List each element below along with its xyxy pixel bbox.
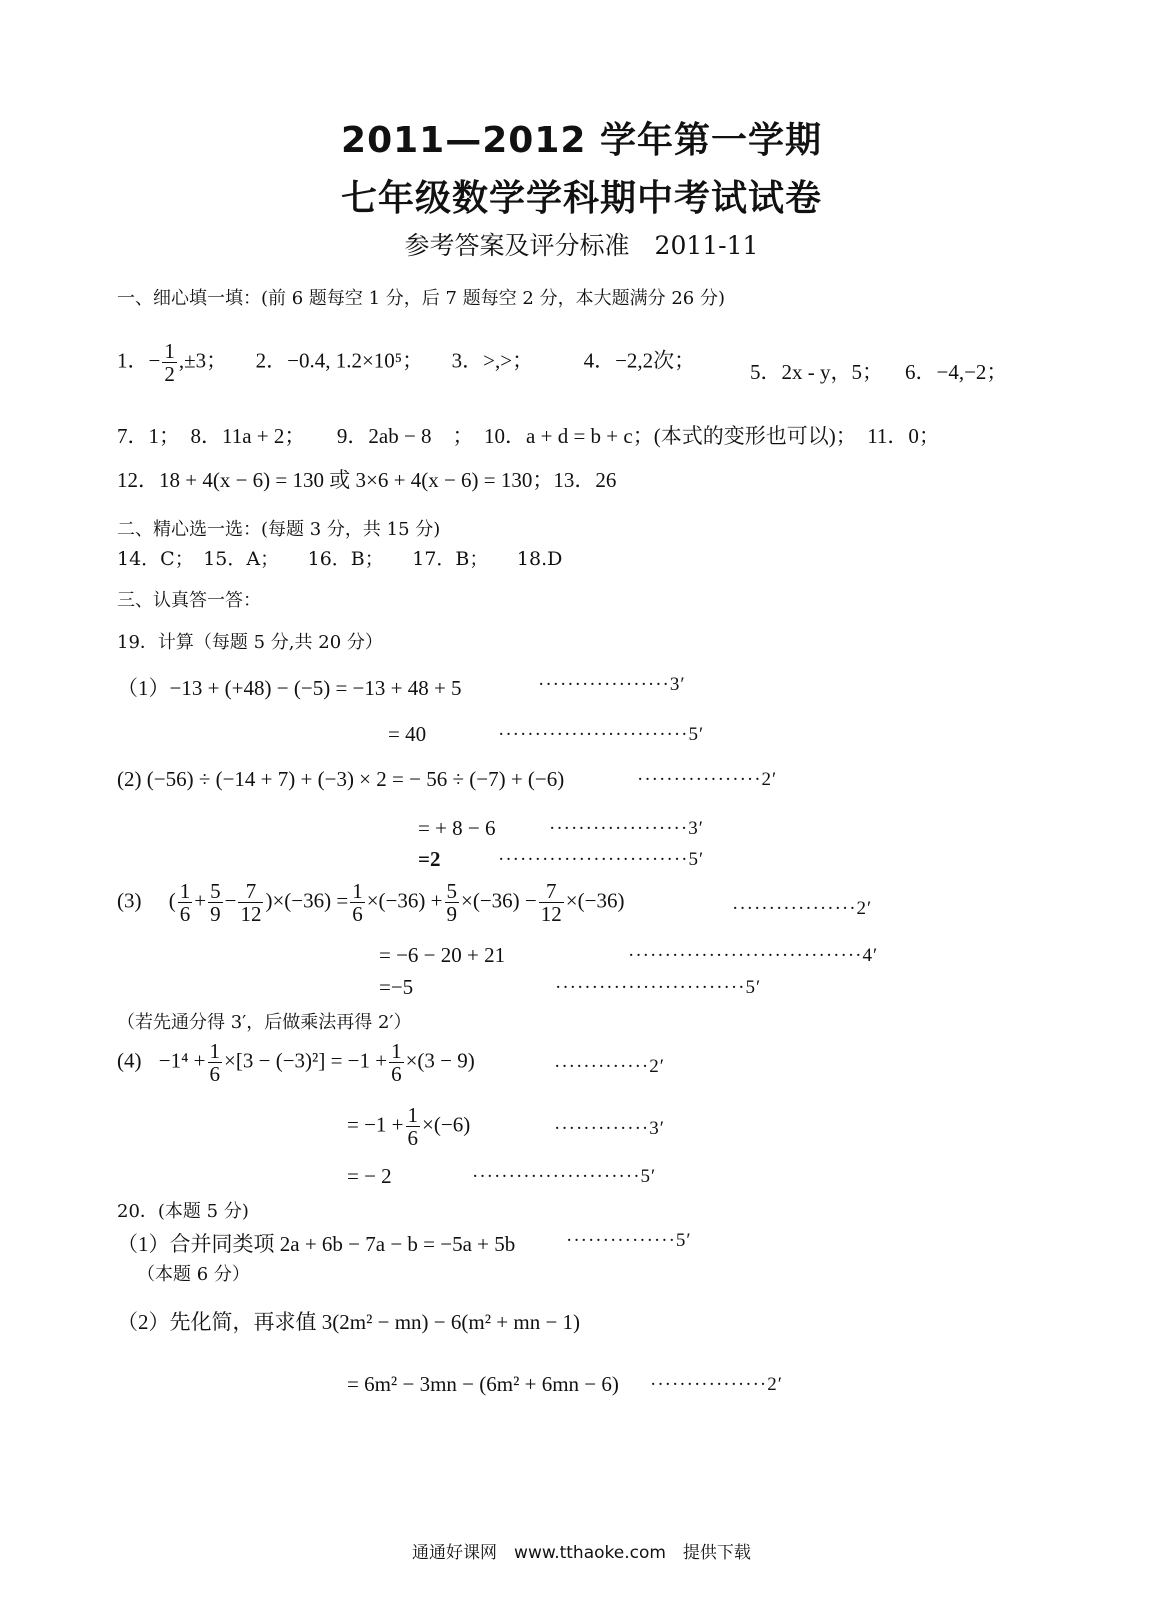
q19-4-tail: ×(3 − 9) [405,1048,475,1073]
q1-prefix: 1．− [117,348,161,373]
frac-num: 7 [238,880,263,903]
q19-heading: 19．计算（每题 5 分,共 20 分） [117,632,383,653]
q19-4-line2 [347,1104,470,1149]
q19-4-label: (4) [117,1048,142,1073]
q20-2-dots: ················2′ [650,1374,783,1395]
title-line-1: 2011—2012 学年第一学期 [341,120,822,161]
q19-4-dots2: ·············3′ [554,1118,665,1139]
q6-answer: 6．−4,−2； [905,360,1008,384]
frac-1-6 [178,880,193,925]
q20-2-line1: （2）先化简，再求值 3(2m² − mn) − 6(m² + mn − 1) [117,1310,581,1334]
frac-5-9b [445,880,460,925]
frac-num: 1 [407,1103,419,1127]
frac-den: 6 [407,1126,419,1151]
q19-3-dots2: ································4′ [628,945,879,966]
q19-4-dots3: ·······················5′ [472,1166,657,1187]
q4-answer: 4．−2,2次； [583,348,696,373]
q19-4-l2-tail: ×(−6) [422,1112,471,1137]
frac-7-12 [238,880,263,925]
frac-1-6b [350,880,365,925]
q1-num: 1 [164,339,175,363]
frac-num: 1 [209,1039,221,1063]
frac-num: 1 [391,1039,402,1063]
q19-4-l2-pre: = −1 + [347,1112,404,1137]
q19-3-tm2: ×(−36) − [461,888,537,913]
subtitle: 参考答案及评分标准 2011-11 [404,231,759,260]
q19-4-line3: = − 2 [347,1164,392,1188]
frac-den: 9 [446,902,457,927]
q19-3-line2: = −6 − 20 + 21 [379,943,506,967]
q19-1-line1: （1）−13 + (+48) − (−5) = −13 + 48 + 5 [117,676,462,700]
frac-1-6c [208,1040,223,1085]
q1-suffix: ,±3； [178,348,228,373]
frac-den: 6 [391,1062,402,1087]
frac-7-12b [539,880,564,925]
q20-1-dots: ···············5′ [566,1230,692,1251]
q20-heading: 20．(本题 5 分) [117,1201,249,1222]
frac-den: 6 [209,1062,221,1087]
section2-answers: 14．C； 15．A； 16．B； 17．B； 18.D [117,548,563,570]
q2-answer: 2．−0.4, 1.2×10⁵； [255,348,424,373]
q19-4-dots1: ·············2′ [554,1056,665,1077]
q3-answer: 3．>,>； [451,348,534,373]
q19-2-dots1: ·················2′ [637,769,778,790]
q19-1-dots1: ··················3′ [538,674,686,695]
q1-den: 2 [164,362,175,387]
q1-fraction [162,340,177,385]
frac-num: 1 [179,879,191,903]
section2-heading: 二、精心选一选：(每题 3 分，共 15 分) [117,519,441,540]
q19-2-line3: =2 [418,847,441,871]
frac-den: 12 [540,902,562,927]
q19-2-dots3: ··························5′ [498,849,705,870]
q19-4-mid: ×[3 − (−3)²] = −1 + [224,1048,388,1073]
section3-heading: 三、认真答一答： [117,590,261,611]
q19-3-note: （若先通分得 3′，后做乘法再得 2′） [117,1012,412,1033]
footer: 通通好课网 www.tthaoke.com 提供下载 [412,1543,751,1563]
q19-1-dots2: ··························5′ [498,724,705,745]
q19-3-tm3: ×(−36) [565,888,625,913]
q20-score-2: （本题 6 分） [137,1264,250,1285]
answers-row-3: 12．18 + 4(x − 6) = 130 或 3×6 + 4(x − 6) = 130；13．26 [117,468,617,492]
title-line-2: 七年级数学学科期中考试试卷 [340,178,822,219]
q19-4-expression [117,1040,475,1085]
q20-1-line: （1）合并同类项 2a + 6b − 7a − b = −5a + 5b [117,1232,516,1256]
frac-den: 6 [179,902,191,927]
q19-3-line3: =−5 [379,975,414,999]
frac-5-9 [208,880,223,925]
q19-3-label: (3) [117,888,142,913]
frac-1-6d [389,1040,404,1085]
q5-answer: 5．2x - y，5； [750,360,883,384]
frac-num: 1 [352,879,363,903]
frac-1-6e [406,1104,421,1149]
q19-3-expression: (3) ( $\frac{1}{6}$ + $\frac{5}{9}$ − $\frac{7}{12}$ )×(−36) = $\frac{1}{6}$ ×(−36) + $\frac{5}{9}$ ×(−36) − $\frac{7}{12}$ ×(−36) [117,879,625,927]
answers-row-1 [117,340,695,385]
frac-num: 7 [539,880,564,903]
q19-3-tm1: ×(−36) + [366,888,443,913]
answers-row-2: 7．1； 8．11a + 2； 9．2ab − 8 ； 10．a + d = b + c；(本式的变形也可以)； 11．0； [117,424,940,448]
q19-3-tail: ×(−36) = [272,888,349,913]
q19-3-dots3: ··························5′ [555,977,762,998]
section1-heading: 一、细心填一填：(前 6 题每空 1 分，后 7 题每空 2 分，本大题满分 26 分) [117,288,725,309]
q19-2-line2: = + 8 − 6 [418,816,496,840]
frac-num: 5 [446,879,457,903]
frac-den: 6 [352,902,363,927]
frac-num: 5 [210,879,221,903]
q20-2-line2: = 6m² − 3mn − (6m² + 6mn − 6) [347,1372,619,1396]
frac-den: 9 [210,902,221,927]
q19-1-line2: = 40 [388,722,427,746]
frac-den: 12 [240,902,262,927]
q19-3-dots1: ·················2′ [732,898,873,919]
q19-2-dots2: ···················3′ [549,818,704,839]
q19-4-pre: −1⁴ + [158,1048,206,1073]
q19-2-line1: (2) (−56) ÷ (−14 + 7) + (−3) × 2 = − 56 ÷ (−7) + (−6) [117,767,565,791]
